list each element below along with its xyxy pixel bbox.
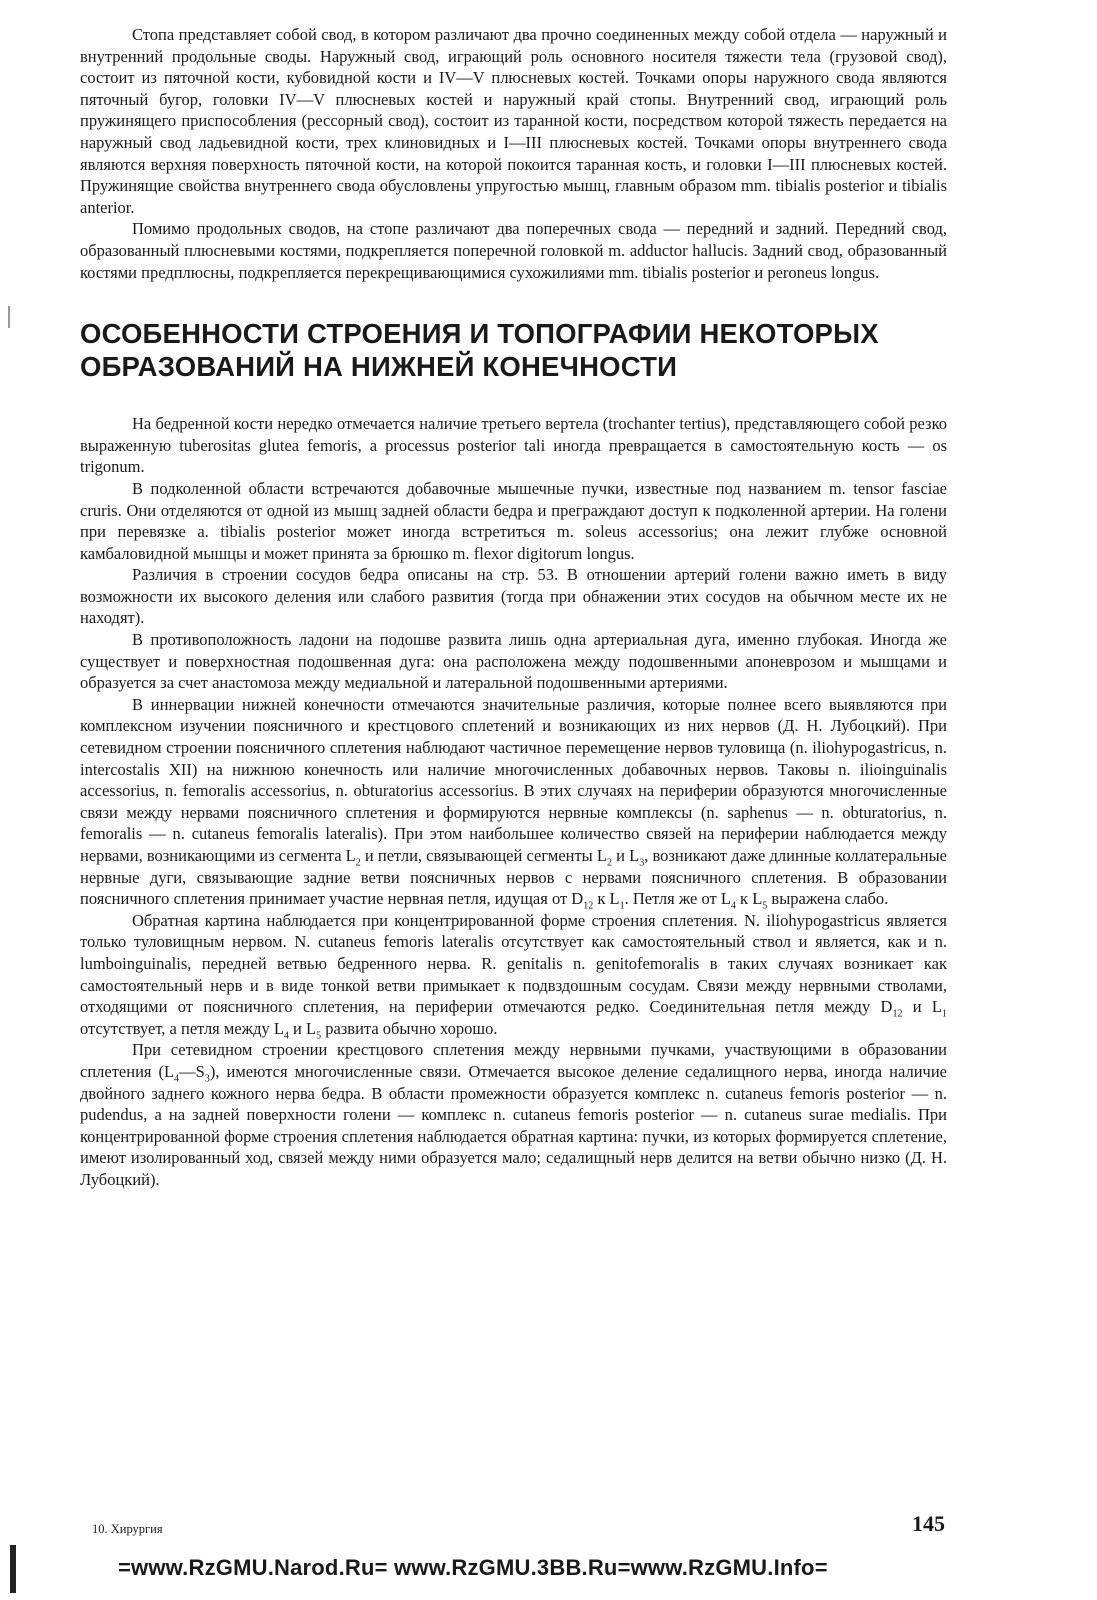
page-number: 145	[912, 1511, 945, 1536]
paragraph-innervation: В иннервации нижней конечности отмечаются значительные различия, которые полнее всего выявляются при комплексном изучении поясничного и крестцового сплетений и возникающих из них нервов (Д. Н. Лубоцкий). При сетевидном строении поясничного сплетения наблюдают частичное перемещение нервов туловища (n. iliohypogastricus, n. intercostalis XII) на нижнюю конечность или наличие многочисленных добавочных нервов. Таковы n. ilioinguinalis accessorius, n. femoralis accessorius, n. obturatorius accessorius. В этих случаях на периферии образуются многочисленные связи между нервами поясничного сплетения и формируются нервные комплексы (n. saphenus — n. obturatorius, n. femoralis — n. cutaneus femoralis lateralis). При этом наибольшее количество связей на периферии наблюдается между нервами, возникающими из сегмента $L_2$ и петли, связывающей сегменты $L_2$ и $L_3$, возникают даже длинные коллатеральные нервные дуги, связывающие задние ветви поясничных нервов с нервами поясничного сплетения. В образовании поясничного сплетения принимает участие нервная петля, идущая от $D_{12}$ к $L_1$. Петля же от $L_4$ к $L_5$ выражена слабо.	[80, 694, 947, 912]
watermark-text: =www.RzGMU.Narod.Ru= www.RzGMU.3BB.Ru=www.RzGMU.Info=	[118, 1555, 828, 1580]
section-heading-line-2: ОБРАЗОВАНИЙ НА НИЖНЕЙ КОНЕЧНОСТИ	[80, 351, 678, 383]
scan-edge-mark	[8, 306, 10, 328]
paragraph-transverse-arches: Помимо продольных сводов, на стопе различают два поперечных свода — передний и задний. Передний свод, образованный плюсневыми костями, подкрепляется поперечной головкой m. adductor hallucis. Задний свод, образованный костями предплюсны, подкрепляется перекрещивающимися сухожилиями mm. tibialis posterior и peroneus longus.	[80, 219, 947, 282]
scan-edge-mark-bottom	[10, 1545, 16, 1593]
paragraph-sacral-plexus: При сетевидном строении крестцового сплетения между нервными пучками, участвующими в образовании сплетения $(L_4—S_3)$, имеются многочисленные связи. Отмечается высокое деление седалищного нерва, иногда наличие двойного заднего кожного нерва бедра. В области промежности образуется комплекс n. cutaneus femoris posterior — n. pudendus, а на задней поверхности голени — комплекс n. cutaneus femoris posterior — n. cutaneus surae medialis. При концентрированной форме строения сплетения наблюдается обратная картина: пучки, из которых формируется сплетение, имеют изолированный ход, связей между ними образуется мало; седалищный нерв делится на ветви обычно низко (Д. Н. Лубоцкий).	[80, 1040, 947, 1189]
signature-mark: 10. Хирургия	[92, 1522, 163, 1536]
paragraph-concentrated-form: Обратная картина наблюдается при концентрированной форме строения сплетения. N. iliohypogastricus является только туловищным нервом. N. cutaneus femoris lateralis отсутствует как самостоятельный ствол и является, как и n. lumboinguinalis, передней ветвью бедренного нерва. R. genitalis n. genitofemoralis в таких случаях возникает как самостоятельный нерв и в виде тонкой ветви примыкает к подвздошным сосудам. Связи между нервными стволами, отходящими от поясничного сплетения, на периферии отмечаются редко. Соединительная петля между $D_{12}$ и $L_1$ отсутствует, а петля между $L_4$ и $L_5$ развита обычно хорошо.	[80, 910, 947, 1042]
page-content	[80, 24, 947, 1191]
paragraph-plantar-arch: В противоположность ладони на подошве развита лишь одна артериальная дуга, именно глубокая. Иногда же существует и поверхностная подошвенная дуга: она расположена между подошвенными апоневрозом и мышцами и образуется за счет анастомоза между медиальной и латеральной подошвенными артериями.	[80, 630, 947, 693]
section-heading	[80, 317, 947, 383]
paragraph-femur: На бедренной кости нередко отмечается наличие третьего вертела (trochanter tertius), представляющего собой резко выраженную tuberositas glutea femoris, а processus posterior tali иногда превращается в самостоятельную кость — os trigonum.	[80, 414, 947, 477]
paragraph-foot-arch: Стопа представляет собой свод, в котором различают два прочно соединенных между собой отдела — наружный и внутренний продольные своды. Наружный свод, играющий роль основного носителя тяжести тела (грузовой свод), состоит из пяточной кости, кубовидной кости и IV—V плюсневых костей. Точками опоры наружного свода являются пяточный бугор, головки IV—V плюсневых костей и наружный край стопы. Внутренний свод, играющий роль пружинящего приспособления (рессорный свод), состоит из таранной кости, посредством которой тяжесть передается на наружный свод ладьевидной кости, трех клиновидных и I—III плюсневых костей. Точками опоры внутреннего свода являются верхняя поверхность пяточной кости, на которой покоится таранная кость, и головки I—III плюсневых костей. Пружинящие свойства внутреннего свода обусловлены упругостью мышц, главным образом mm. tibialis posterior и tibialis anterior.	[80, 25, 947, 217]
paragraph-vessels: Различия в строении сосудов бедра описаны на стр. 53. В отношении артерий голени важно иметь в виду возможности их высокого деления или слабого развития (тогда при обнажении этих сосудов на обычном месте их не находят).	[80, 565, 947, 628]
paragraph-popliteal: В подколенной области встречаются добавочные мышечные пучки, известные под названием m. tensor fasciae cruris. Они отделяются от одной из мышц задней области бедра и преграждают доступ к подколенной артерии. На голени при перевязке a. tibialis posterior может иногда встретиться m. soleus accessorius; она лежит глубже основной камбаловидной мышцы и может принята за брюшко m. flexor digitorum longus.	[80, 478, 947, 563]
section-heading-line-1: ОСОБЕННОСТИ СТРОЕНИЯ И ТОПОГРАФИИ НЕКОТОРЫХ	[80, 318, 879, 350]
